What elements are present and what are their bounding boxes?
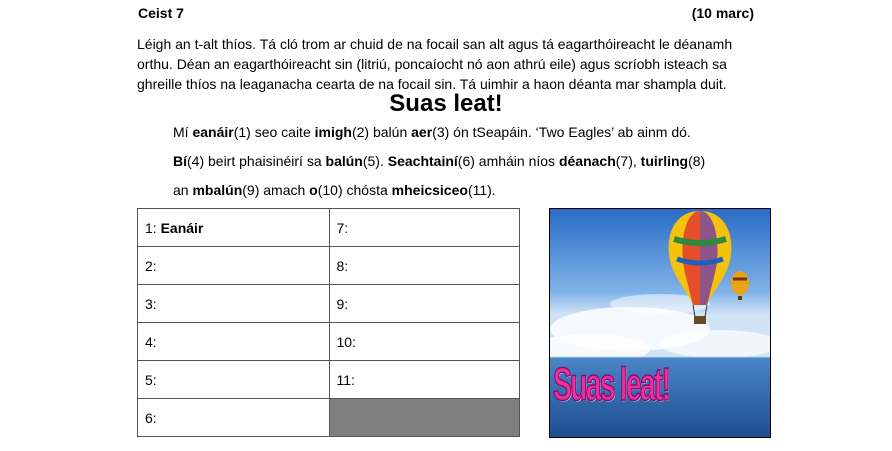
answer-number: 2:	[145, 257, 157, 274]
passage-line-3	[173, 182, 496, 198]
instructions-text: Léigh an t-alt thíos. Tá cló trom ar chuid de na focail san alt agus tá eagarthóireacht le déanamh orthu. Déan an eagarthóireacht sin (litriú, poncaíocht nó aon athrú eile) agus scríobh isteach sa ghreille thíos na leaganacha cearta de na focail sin. Tá uimhir a haon déanta mar shampla duit.	[137, 36, 733, 92]
grid-row	[138, 247, 520, 285]
question-number: Ceist 7	[138, 5, 184, 21]
answer-cell-left	[138, 323, 330, 361]
answer-number: 3:	[145, 295, 157, 312]
grid-row	[138, 399, 520, 437]
passage-text: (5).	[362, 153, 388, 169]
answer-number: 6:	[145, 409, 157, 426]
grid-row	[138, 209, 520, 247]
passage-text: (2) balún	[351, 124, 412, 140]
passage-text: (11).	[467, 182, 496, 198]
passage-text: an	[173, 182, 193, 198]
marks-label: (10 marc)	[691, 5, 754, 21]
answer-number: 4:	[145, 333, 157, 350]
passage-text: (1) seo caite	[233, 124, 315, 140]
answer-cell-left	[138, 361, 330, 399]
passage-text: Mí	[173, 124, 193, 140]
answer-cell-right: 7:	[329, 209, 520, 247]
grid-row	[138, 361, 520, 399]
answer-number: 5:	[145, 371, 157, 388]
edit-word: mbalún	[192, 182, 243, 198]
passage-text: (7),	[615, 153, 641, 169]
passage-line-1	[173, 124, 691, 140]
edit-word: o	[309, 182, 318, 198]
answer-cell-right: 10:	[329, 323, 520, 361]
edit-word: Seachtainí	[387, 153, 458, 169]
shaded-cell	[329, 399, 520, 437]
passage-line-2	[173, 153, 705, 169]
passage-title: Suas leat!	[389, 90, 503, 117]
passage-text: (9) amach	[242, 182, 310, 198]
answer-cell-right: 8:	[329, 247, 520, 285]
answer-cell-right: 9:	[329, 285, 520, 323]
passage-text: (3) ón tSeapáin. ‘Two Eagles’ ab ainm dó.	[432, 124, 691, 140]
edit-word: mheicsiceo	[391, 182, 468, 198]
edit-word: Bí	[173, 153, 187, 169]
edit-word: déanach	[558, 153, 616, 169]
edit-word: tuirling	[640, 153, 689, 169]
answer-cell-left	[138, 247, 330, 285]
answer-cell-left	[138, 399, 330, 437]
grid-row	[138, 323, 520, 361]
edit-word: aer	[411, 124, 433, 140]
answer-number: 1:	[145, 219, 161, 236]
passage-text: (8)	[688, 153, 706, 169]
sample-answer: Eanáir	[160, 219, 204, 236]
answer-cell-left	[138, 209, 330, 247]
edit-word: imigh	[314, 124, 352, 140]
edit-word: eanáir	[192, 124, 234, 140]
answer-grid	[137, 208, 520, 437]
answer-cell-right: 11:	[329, 361, 520, 399]
grid-row	[138, 285, 520, 323]
edit-word: balún	[325, 153, 363, 169]
suas-leat-wordart: Suas leat!	[553, 358, 670, 410]
passage-text: (6) amháin níos	[457, 153, 559, 169]
answer-cell-left	[138, 285, 330, 323]
passage-text: (4) beirt phaisinéirí sa	[187, 153, 326, 169]
passage-text: (10) chósta	[317, 182, 392, 198]
